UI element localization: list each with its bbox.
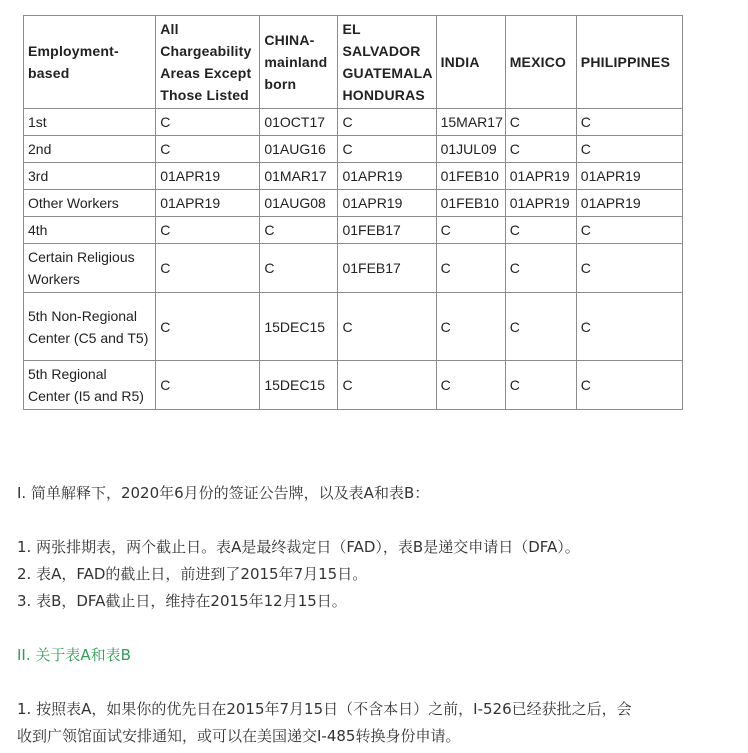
table-row <box>24 293 683 361</box>
section1-item-3: 3. 表B，DFA截止日，维持在2015年12月15日。 <box>17 592 347 610</box>
table-cell: C <box>505 244 576 293</box>
row-label: Certain Religious Workers <box>24 244 156 293</box>
table-cell: 01FEB10 <box>436 163 505 190</box>
table-cell: C <box>505 293 576 361</box>
table-cell: C <box>576 244 682 293</box>
table-cell: C <box>260 217 338 244</box>
table-cell: 01APR19 <box>505 190 576 217</box>
table-cell: C <box>576 293 682 361</box>
table-cell: 01APR19 <box>576 190 682 217</box>
table-cell: C <box>436 361 505 410</box>
row-label: 2nd <box>24 136 156 163</box>
row-label: Other Workers <box>24 190 156 217</box>
table-cell: 01APR19 <box>338 163 436 190</box>
table-row <box>24 244 683 293</box>
table-cell: 01APR19 <box>156 190 260 217</box>
table-row <box>24 136 683 163</box>
row-label: 1st <box>24 109 156 136</box>
table-header-row <box>24 16 683 109</box>
header-employment-based: Employment- based <box>24 16 156 109</box>
table-cell: 15DEC15 <box>260 361 338 410</box>
section2-item-1-line-1: 1. 按照表A，如果你的优先日在2015年7月15日（不含本日）之前，I-526已经获批之后，会 <box>17 700 632 718</box>
header-mexico: MEXICO <box>505 16 576 109</box>
table-cell: C <box>436 244 505 293</box>
row-label: 5th Regional Center (I5 and R5) <box>24 361 156 410</box>
table-cell: 15MAR17 <box>436 109 505 136</box>
section2-item-1-line-2: 收到广领馆面试安排通知，或可以在美国递交I-485转换身份申请。 <box>17 727 461 745</box>
table-cell: 01APR19 <box>156 163 260 190</box>
table-cell: 01MAR17 <box>260 163 338 190</box>
table-cell: 01AUG08 <box>260 190 338 217</box>
table-cell: C <box>156 109 260 136</box>
table-cell: C <box>338 361 436 410</box>
table-cell: C <box>576 136 682 163</box>
table-cell: C <box>505 109 576 136</box>
row-label: 5th Non-Regional Center (C5 and T5) <box>24 293 156 361</box>
table-cell: 01JUL09 <box>436 136 505 163</box>
table-row <box>24 163 683 190</box>
table-cell: C <box>505 136 576 163</box>
table-cell: C <box>338 136 436 163</box>
table-cell: 01FEB17 <box>338 244 436 293</box>
row-label: 3rd <box>24 163 156 190</box>
table-cell: C <box>436 293 505 361</box>
table-cell: 01AUG16 <box>260 136 338 163</box>
header-all-chargeability: All Chargeability Areas Except Those Listed <box>156 16 260 109</box>
table-cell: C <box>156 293 260 361</box>
section1-item-2: 2. 表A，FAD的截止日，前进到了2015年7月15日。 <box>17 565 368 583</box>
table-cell: 01APR19 <box>338 190 436 217</box>
visa-bulletin-table <box>23 15 683 410</box>
table-cell: C <box>576 217 682 244</box>
row-label: 4th <box>24 217 156 244</box>
table-cell: C <box>338 293 436 361</box>
table-cell: C <box>156 244 260 293</box>
table-cell: C <box>260 244 338 293</box>
table-cell: 01FEB17 <box>338 217 436 244</box>
table-cell: C <box>156 136 260 163</box>
section1-item-1: 1. 两张排期表，两个截止日。表A是最终裁定日（FAD），表B是递交申请日（DFA）。 <box>17 538 580 556</box>
table-row <box>24 190 683 217</box>
header-china: CHINA-mainland born <box>260 16 338 109</box>
header-philippines: PHILIPPINES <box>576 16 682 109</box>
table-cell: C <box>576 109 682 136</box>
table-cell: C <box>436 217 505 244</box>
table-cell: 01FEB10 <box>436 190 505 217</box>
section2-title: II. 关于表A和表B <box>17 646 131 664</box>
table-cell: 01APR19 <box>576 163 682 190</box>
table-cell: 01APR19 <box>505 163 576 190</box>
header-india: INDIA <box>436 16 505 109</box>
header-el-salvador: EL SALVADOR GUATEMALA HONDURAS <box>338 16 436 109</box>
table-row <box>24 217 683 244</box>
table-row <box>24 361 683 410</box>
table-cell: C <box>505 361 576 410</box>
table-cell: C <box>505 217 576 244</box>
table-cell: C <box>576 361 682 410</box>
table-cell: C <box>156 217 260 244</box>
table-cell: C <box>338 109 436 136</box>
table-cell: C <box>156 361 260 410</box>
section1-title: I. 简单解释下，2020年6月份的签证公告牌，以及表A和表B： <box>17 484 430 502</box>
table-cell: 15DEC15 <box>260 293 338 361</box>
table-row <box>24 109 683 136</box>
table-cell: 01OCT17 <box>260 109 338 136</box>
